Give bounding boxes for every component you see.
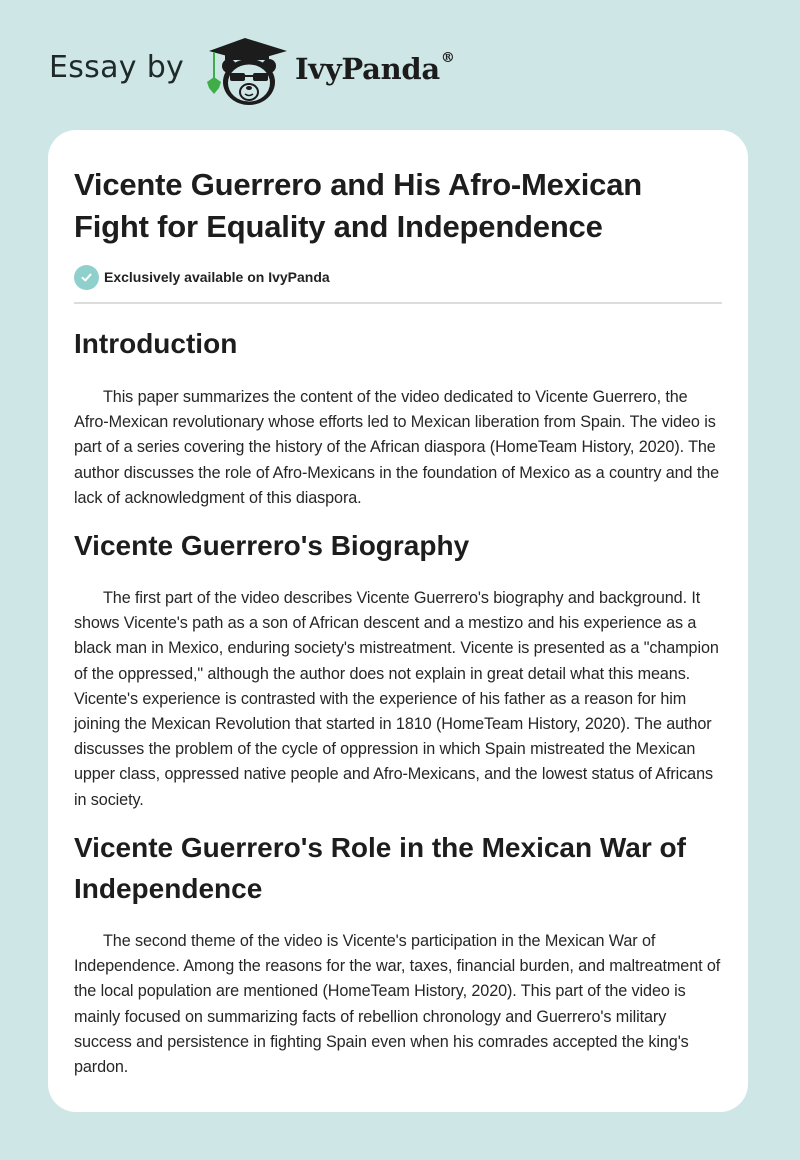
exclusive-badge [74,264,330,290]
section-heading-introduction: Introduction [74,328,238,359]
section-heading-war-role: Vicente Guerrero's Role in the Mexican War of Independence [74,832,686,904]
section-heading-biography: Vicente Guerrero's Biography [74,530,470,561]
essay-title: Vicente Guerrero and His Afro-Mexican Fight for Equality and Independence [74,167,642,244]
brand-name-text: IvyPanda [295,52,440,86]
check-circle-icon [74,265,99,290]
section-paragraph-biography: The first part of the video describes Vicente Guerrero's biography and background. It shows Vicente's path as a son of African descent and a mestizo and his experience as a black man in Mexico, enduring society's mistreatment. Vicente is presented as a "champion of the oppressed," although the author does not explain in great detail what this means. Vicente's experience is contrasted with the experience of his father as a reason for him joining the Mexican Revolution that started in 1810 (HomeTeam History, 2020). The author discusses the problem of the cycle of oppression in which Spain mistreated the Mexican upper class, oppressed native people and Afro-Mexicans, and the lowest status of Africans in society. [74,589,719,809]
panda-graduate-logo-icon[interactable] [203,36,291,108]
essay-card [48,130,748,1112]
section-paragraph-war-role: The second theme of the video is Vicente's participation in the Mexican War of Independence. Among the reasons for the war, taxes, financial burden, and maltreatment of the local population are mentioned (HomeTeam History, 2020). This part of the video is mainly focused on summarizing facts of rebellion chronology and Guerrero's military success and persistence in fighting Spain even when his comrades accepted the king's pardon. [74,932,721,1077]
registered-mark: ® [440,50,455,66]
brand-name[interactable] [295,52,455,86]
exclusive-badge-text: Exclusively available on IvyPanda [104,269,330,285]
site-header [0,0,800,130]
essay-by-label: Essay by [49,50,185,85]
section-paragraph-introduction: This paper summarizes the content of the video dedicated to Vicente Guerrero, the Afro-Mexican revolutionary whose efforts led to Mexican liberation from Spain. The video is part of a series covering the history of the African diaspora (HomeTeam History, 2020). The author discusses the role of Afro-Mexicans in the foundation of Mexico as a country and the lack of acknowledgment of this diaspora. [74,388,720,507]
title-divider [74,302,722,304]
